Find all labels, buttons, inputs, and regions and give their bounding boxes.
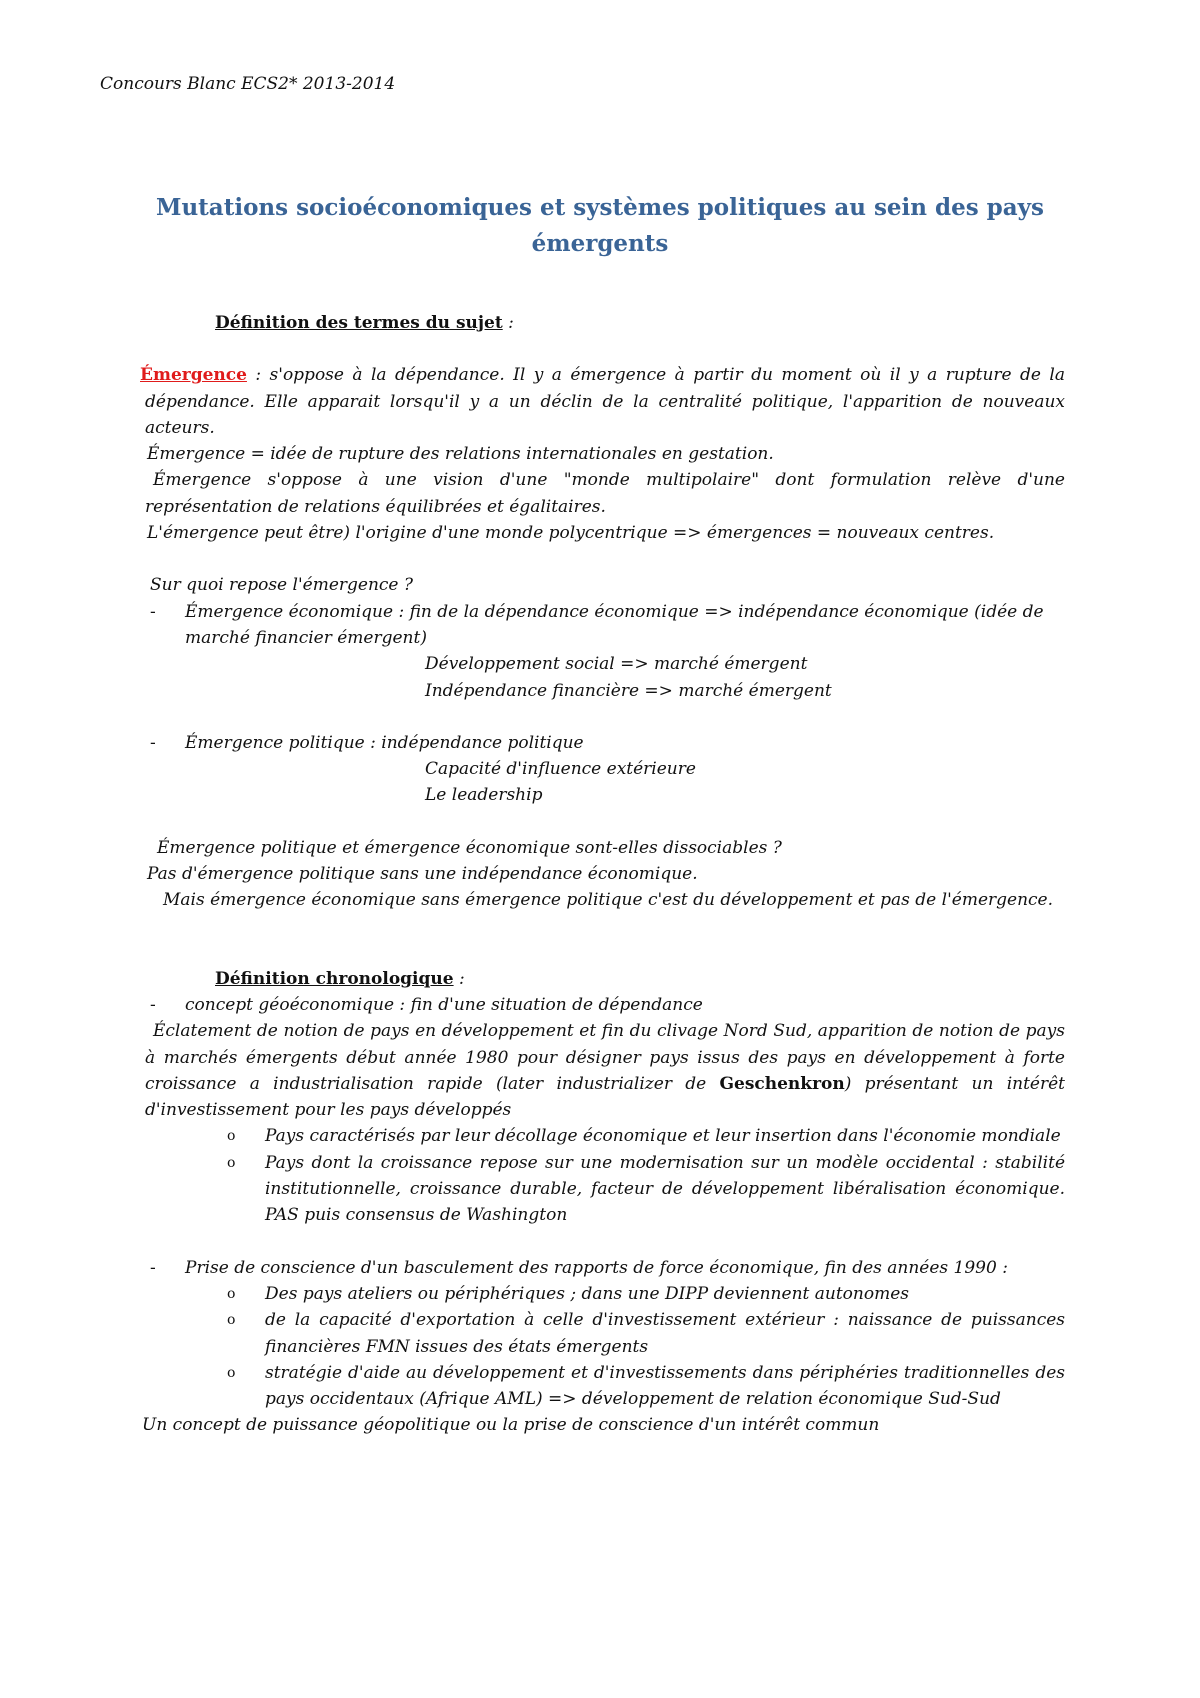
sub-list-item: o de la capacité d'exportation à celle d'investissement extérieur : naissance de puissances financières FMN issues des états émergents	[145, 1307, 1065, 1360]
list-continuation: Le leadership	[425, 785, 543, 806]
question: Émergence politique et émergence économique sont-elles dissociables ?	[157, 837, 782, 858]
title-line-1: Mutations socioéconomiques et systèmes politiques au sein des pays	[156, 194, 1044, 221]
page-header: Concours Blanc ECS2* 2013-2014	[100, 74, 396, 94]
list-item: - concept géoéconomique : fin d'une situation de dépendance	[145, 992, 1065, 1018]
section-heading-text: Définition chronologique	[215, 968, 454, 989]
sub-list-item: o Pays dont la croissance repose sur une modernisation sur un modèle occidental : stabilité institutionnelle, croissance durable, facteur de développement libéralisation économique. PAS puis consensus de Washington	[145, 1150, 1065, 1229]
document-body	[140, 310, 1066, 1439]
section-heading-terms	[145, 310, 1065, 336]
list-item: - Émergence économique : fin de la dépendance économique => indépendance économique (idée de marché financier émergent)	[145, 599, 1065, 652]
list-continuation: Développement social => marché émergent	[425, 654, 808, 675]
paragraph-emergence-definition: Émergence : s'oppose à la dépendance. Il y a émergence à partir du moment où il y a rupture de la dépendance. Elle apparait lorsqu'il y a un déclin de la centralité politique, l'apparition de nouveaux acteurs.	[140, 365, 1065, 438]
dash-marker: -	[150, 1257, 156, 1278]
dash-marker: -	[150, 601, 156, 622]
section-heading-suffix: :	[502, 313, 514, 333]
circle-marker: o	[227, 1285, 236, 1302]
author-name: Geschenkron	[719, 1073, 845, 1094]
paragraph: Émergence = idée de rupture des relations internationales en gestation.	[147, 444, 774, 465]
sub-list-item: o Des pays ateliers ou périphériques ; dans une DIPP deviennent autonomes	[145, 1281, 1065, 1307]
dash-marker: -	[150, 994, 156, 1015]
circle-marker: o	[227, 1312, 236, 1329]
list-continuation: Capacité d'influence extérieure	[425, 759, 696, 780]
term-emergence: Émergence	[140, 365, 247, 386]
sub-list-item: o stratégie d'aide au développement et d'investissements dans périphéries traditionnelles des pays occidentaux (Afrique AML) => développement de relation économique Sud-Sud	[145, 1360, 1065, 1413]
dash-marker: -	[150, 732, 156, 753]
paragraph: Mais émergence économique sans émergence politique c'est du développement et pas de l'émergence.	[163, 890, 1054, 911]
circle-marker: o	[227, 1364, 236, 1381]
title-line-2: émergents	[531, 230, 669, 257]
list-item: - Prise de conscience d'un basculement des rapports de force économique, fin des années 1990 :	[145, 1255, 1065, 1281]
paragraph: Pas d'émergence politique sans une indépendance économique.	[147, 864, 698, 885]
section-heading-chronology	[145, 966, 1065, 992]
list-item: - Émergence politique : indépendance politique	[145, 730, 1065, 756]
circle-marker: o	[227, 1128, 236, 1145]
sub-list-item: o Pays caractérisés par leur décollage économique et leur insertion dans l'économie mondiale	[145, 1123, 1065, 1149]
page-title	[120, 190, 1080, 262]
question: Sur quoi repose l'émergence ?	[150, 575, 413, 596]
paragraph: L'émergence peut être) l'origine d'une monde polycentrique => émergences = nouveaux centres.	[147, 523, 995, 544]
paragraph: Émergence s'oppose à une vision d'une "monde multipolaire" dont formulation relève d'une représentation de relations équilibrées et égalitaires.	[145, 470, 1065, 517]
section-heading-suffix: :	[453, 968, 465, 989]
list-continuation: Indépendance financière => marché émergent	[425, 680, 832, 701]
paragraph-chronology: Éclatement de notion de pays en développement et fin du clivage Nord Sud, apparition de notion de pays à marchés émergents début année 1980 pour désigner pays issus des pays en développement à forte croissance a industrialisation rapide (later industrializer de Geschenkron) présentant un intérêt d'investissement pour les pays développés	[145, 1021, 1066, 1121]
circle-marker: o	[227, 1154, 236, 1171]
section-heading-text: Définition des termes du sujet	[215, 313, 503, 333]
paragraph: Un concept de puissance géopolitique ou la prise de conscience d'un intérêt commun	[142, 1415, 880, 1436]
